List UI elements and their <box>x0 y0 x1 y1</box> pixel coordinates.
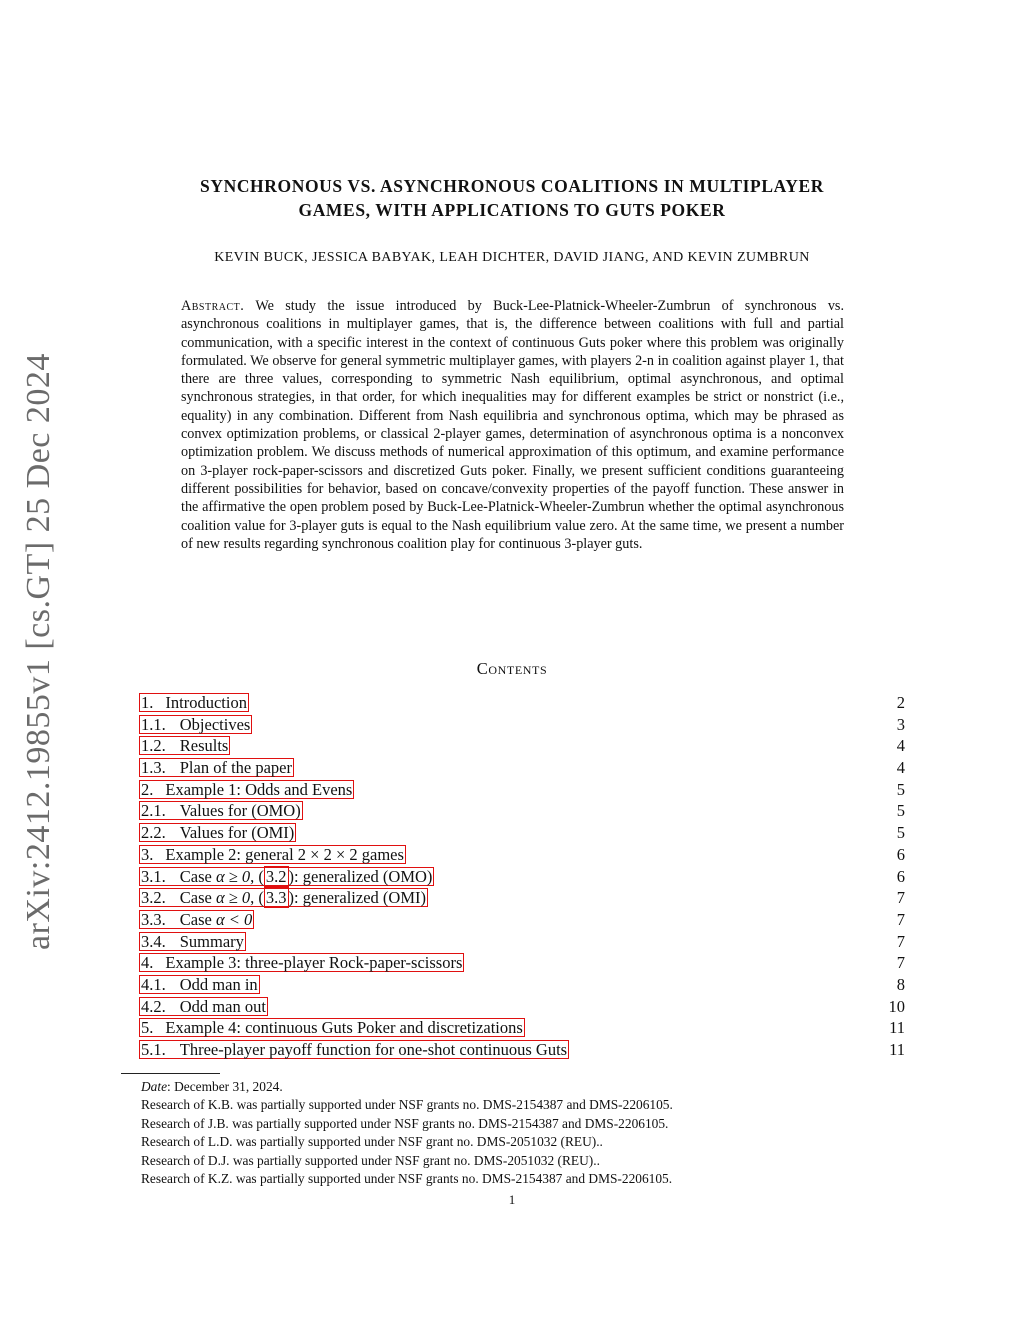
toc-link[interactable]: 4. Example 3: three-player Rock-paper-scissors <box>141 953 463 973</box>
toc-page-number: 5 <box>896 823 905 843</box>
toc-page-number: 4 <box>896 736 905 756</box>
toc-link[interactable]: 2.1. Values for (OMO) <box>141 801 301 821</box>
title-line-2: GAMES, WITH APPLICATIONS TO GUTS POKER <box>298 200 726 220</box>
toc-page-number: 5 <box>896 779 905 799</box>
toc-link[interactable]: 3.3. Case α < 0 <box>141 909 253 929</box>
toc-link[interactable]: 2. Example 1: Odds and Evens <box>141 779 353 799</box>
arxiv-identifier: arXiv:2412.19855v1 [cs.GT] 25 Dec 2024 <box>20 353 57 950</box>
toc-entry <box>139 757 905 779</box>
toc-entry <box>139 692 905 714</box>
toc-entry <box>139 887 905 909</box>
toc-page-number: 6 <box>896 844 905 864</box>
page-number: 1 <box>508 1192 516 1207</box>
abstract-label: Abstract. <box>181 298 245 314</box>
toc-link[interactable]: 5.1. Three-player payoff function for one-shot continuous Guts <box>141 1040 568 1059</box>
footnote-line: Research of D.J. was partially supported under NSF grant no. DMS-2051032 (REU).. <box>141 1152 600 1168</box>
toc-entry <box>139 931 905 953</box>
toc-page-number: 2 <box>896 693 905 712</box>
footnote-divider <box>121 1073 220 1074</box>
toc-entry <box>139 909 905 931</box>
footnote-line: Research of K.B. was partially supported under NSF grants no. DMS-2154387 and DMS-2206105. <box>141 1097 673 1113</box>
toc-page-number: 10 <box>888 996 905 1016</box>
title-line-1: SYNCHRONOUS VS. ASYNCHRONOUS COALITIONS IN MULTIPLAYER <box>200 176 824 196</box>
toc-entry <box>139 866 905 888</box>
toc-entry <box>139 974 905 996</box>
abstract-text: We study the issue introduced by Buck-Lee-Platnick-Wheeler-Zumbrun of synchronous vs. asynchronous coalitions in multiplayer games, that is, the difference between coalitions with full and partial communication, with a specific interest in the context of continuous Guts poker where this problem was originally formulated. We observe for general symmetric multiplayer games, with players 2-n in coalition against player 1, that there are three values, corresponding to symmetric Nash equilibrium, optimal asynchronous, and optimal synchronous strategies, in that order, for which inequalities may for different examples be strict or nonstrict (i.e., equality) in any combination. Different from Nash equilibria and synchronous optima, which may be phrased as convex optimization problems, or classical 2-player games, determination of asynchronous optima is a nonconvex optimization problem. We discuss methods of numerical approximation of this optimum, and examine performance on 3-player rock-paper-scissors and discretized Guts poker. Finally, we present sufficient conditions guaranteeing different possibilities for behavior, based on concave/convexity properties of the payoff function. These answer in the affirmative the open problem posed by Buck-Lee-Platnick-Wheeler-Zumbrun whether the optimal asynchronous coalition value for 3-player guts is equal to the Nash equilibrium value zero. At the same time, we present a number of new results regarding synchronous coalition play for continuous 3-player guts. <box>181 298 844 552</box>
toc-link[interactable]: 3.2. Case α ≥ 0, ( 3.3 ): generalized (OMI) <box>141 888 426 908</box>
toc-link[interactable]: 3.1. Case α ≥ 0, ( 3.2 ): generalized (OMO) <box>141 866 433 886</box>
equation-ref-link[interactable]: 3.3 <box>265 888 287 908</box>
toc-entry <box>139 779 905 801</box>
footnote-line: Research of J.B. was partially supported under NSF grants no. DMS-2154387 and DMS-2206105. <box>141 1115 669 1131</box>
contents-heading: Contents <box>476 659 548 678</box>
toc-page-number: 5 <box>896 801 905 821</box>
toc-page-number: 7 <box>896 953 905 973</box>
table-of-contents <box>139 692 905 1061</box>
toc-link[interactable]: 3.4. Summary <box>141 931 244 951</box>
toc-link[interactable]: 4.1. Odd man in <box>141 974 258 994</box>
toc-page-number: 4 <box>896 758 905 778</box>
toc-page-number: 7 <box>896 909 905 929</box>
toc-link[interactable]: 1. Introduction <box>141 693 247 712</box>
toc-page-number: 6 <box>896 866 905 886</box>
toc-page-number: 7 <box>896 931 905 951</box>
toc-page-number: 11 <box>889 1018 905 1038</box>
toc-entry <box>139 844 905 866</box>
toc-page-number: 8 <box>896 974 905 994</box>
toc-entry <box>139 714 905 736</box>
author-list: KEVIN BUCK, JESSICA BABYAK, LEAH DICHTER, DAVID JIANG, AND KEVIN ZUMBRUN <box>214 250 810 265</box>
toc-entry <box>139 735 905 757</box>
footnotes <box>141 1078 841 1188</box>
toc-page-number: 7 <box>896 888 905 908</box>
toc-link[interactable]: 5. Example 4: continuous Guts Poker and discretizations <box>141 1018 523 1038</box>
toc-entry <box>139 822 905 844</box>
toc-entry <box>139 1039 905 1061</box>
toc-entry <box>139 1017 905 1039</box>
footnote-line: Research of K.Z. was partially supported under NSF grants no. DMS-2154387 and DMS-2206105. <box>141 1171 673 1187</box>
toc-page-number: 3 <box>896 714 905 734</box>
toc-entry <box>139 952 905 974</box>
toc-link[interactable]: 1.3. Plan of the paper <box>141 758 293 778</box>
equation-ref-link[interactable]: 3.2 <box>265 866 287 886</box>
toc-link[interactable]: 1.2. Results <box>141 736 229 756</box>
toc-entry <box>139 996 905 1018</box>
paper-title <box>120 174 904 222</box>
abstract <box>181 297 844 553</box>
toc-page-number: 11 <box>889 1040 905 1059</box>
toc-link[interactable]: 4.2. Odd man out <box>141 996 266 1016</box>
footnote-date: Date: December 31, 2024. <box>141 1079 283 1094</box>
toc-link[interactable]: 2.2. Values for (OMI) <box>141 823 295 843</box>
toc-entry <box>139 800 905 822</box>
toc-link[interactable]: 1.1. Objectives <box>141 714 251 734</box>
toc-link[interactable]: 3. Example 2: general 2 × 2 × 2 games <box>141 844 404 864</box>
footnote-line: Research of L.D. was partially supported under NSF grant no. DMS-2051032 (REU).. <box>141 1134 603 1150</box>
